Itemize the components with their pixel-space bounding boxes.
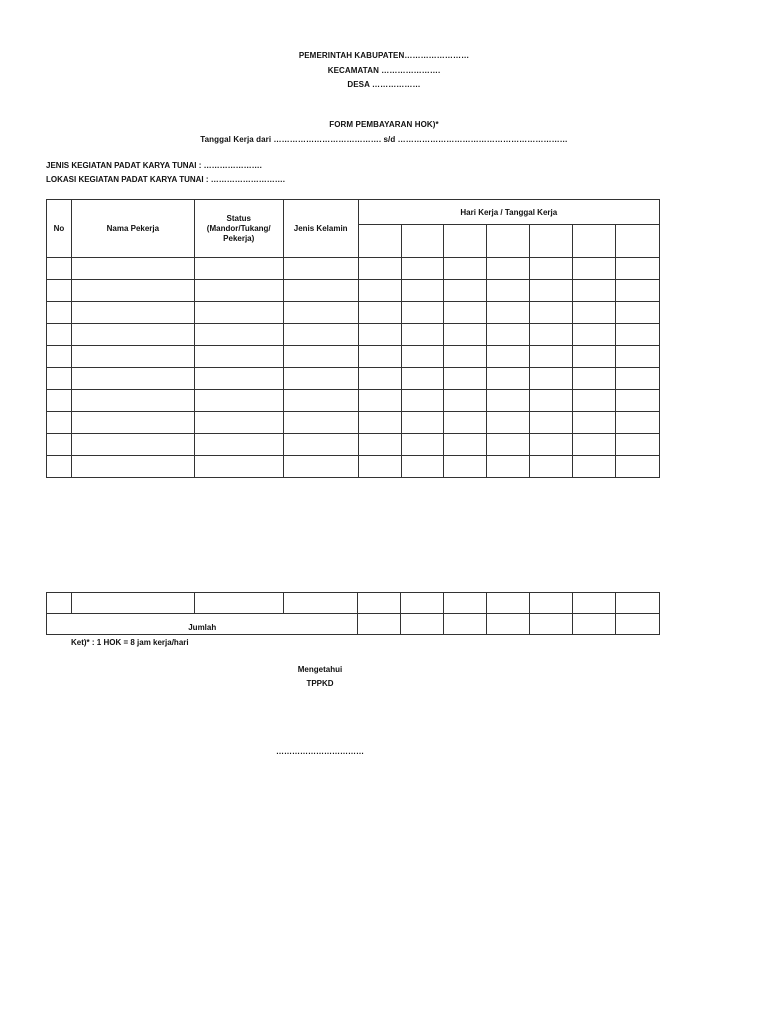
table-cell xyxy=(573,456,616,478)
table-cell xyxy=(283,302,358,324)
table-cell xyxy=(283,368,358,390)
table-cell xyxy=(616,593,660,614)
table-cell xyxy=(47,593,72,614)
day-header-cell xyxy=(358,225,401,258)
header-line-2: KECAMATAN …………………. xyxy=(327,66,441,75)
table-cell xyxy=(194,324,283,346)
table-cell xyxy=(71,434,194,456)
table-cell xyxy=(573,346,616,368)
table-cell xyxy=(487,456,530,478)
table-cell xyxy=(283,412,358,434)
table-cell xyxy=(71,368,194,390)
table-cell xyxy=(616,280,660,302)
table-cell xyxy=(283,346,358,368)
table-cell xyxy=(71,390,194,412)
jumlah-row xyxy=(47,614,660,635)
table-cell xyxy=(47,390,72,412)
table-cell xyxy=(283,280,358,302)
day-header-cell xyxy=(487,225,530,258)
day-header-cell xyxy=(401,225,444,258)
table-cell xyxy=(616,302,660,324)
table-cell xyxy=(358,368,401,390)
table-cell xyxy=(71,412,194,434)
table-cell xyxy=(444,258,487,280)
table-cell xyxy=(444,434,487,456)
table-cell xyxy=(530,346,573,368)
table-cell xyxy=(444,368,487,390)
table-cell xyxy=(444,390,487,412)
table-cell xyxy=(573,368,616,390)
table-cell xyxy=(283,456,358,478)
table-cell xyxy=(616,324,660,346)
table-cell xyxy=(401,280,444,302)
day-header-cell xyxy=(444,225,487,258)
table-cell xyxy=(487,280,530,302)
table-cell xyxy=(444,412,487,434)
table-cell xyxy=(47,302,72,324)
sign-tppkd: TPPKD xyxy=(306,679,334,688)
table-cell xyxy=(71,593,194,614)
table-cell xyxy=(71,456,194,478)
table-row xyxy=(47,258,660,280)
table-cell xyxy=(573,390,616,412)
day-header-cell xyxy=(530,225,573,258)
table-cell xyxy=(283,258,358,280)
jumlah-cell xyxy=(401,614,444,635)
table-cell xyxy=(401,390,444,412)
table-cell xyxy=(47,412,72,434)
table-row xyxy=(47,412,660,434)
table-cell xyxy=(530,434,573,456)
table-cell xyxy=(358,390,401,412)
table-cell xyxy=(194,593,283,614)
col-header-no: No xyxy=(47,200,72,258)
col-header-status: Status (Mandor/Tukang/ Pekerja) xyxy=(194,200,283,258)
table-row xyxy=(47,390,660,412)
sign-mengetahui: Mengetahui xyxy=(297,665,343,674)
table-cell xyxy=(358,412,401,434)
table-row xyxy=(47,346,660,368)
table-cell xyxy=(283,390,358,412)
day-header-cell xyxy=(573,225,616,258)
table-cell xyxy=(530,390,573,412)
table-cell xyxy=(47,368,72,390)
table-cell xyxy=(444,324,487,346)
col-header-jenis-kelamin: Jenis Kelamin xyxy=(283,200,358,258)
table-cell xyxy=(530,593,573,614)
table-cell xyxy=(573,280,616,302)
table-cell xyxy=(194,412,283,434)
col-header-nama: Nama Pekerja xyxy=(71,200,194,258)
table-cell xyxy=(573,412,616,434)
table-cell xyxy=(47,346,72,368)
jumlah-cell xyxy=(487,614,530,635)
table-cell xyxy=(358,593,401,614)
table-cell xyxy=(487,390,530,412)
jumlah-cell xyxy=(573,614,616,635)
header-line-3: DESA ……………… xyxy=(347,80,421,89)
jenis-kegiatan-field: JENIS KEGIATAN PADAT KARYA TUNAI : …………………. xyxy=(46,161,262,170)
jumlah-cell xyxy=(616,614,660,635)
table-cell xyxy=(487,368,530,390)
table-cell xyxy=(487,593,530,614)
table-cell xyxy=(401,434,444,456)
table-cell xyxy=(71,280,194,302)
table-cell xyxy=(401,412,444,434)
jumlah-cell xyxy=(530,614,573,635)
table-cell xyxy=(358,456,401,478)
table-cell xyxy=(71,346,194,368)
table-cell xyxy=(573,434,616,456)
table-cell xyxy=(573,593,616,614)
table-cell xyxy=(194,280,283,302)
table-cell xyxy=(444,593,487,614)
table-row xyxy=(47,324,660,346)
lokasi-kegiatan-field: LOKASI KEGIATAN PADAT KARYA TUNAI : ………………………. xyxy=(46,175,285,184)
table-cell xyxy=(616,456,660,478)
worker-table xyxy=(46,199,660,478)
table-cell xyxy=(444,302,487,324)
table-cell xyxy=(530,302,573,324)
table-cell xyxy=(71,258,194,280)
table-row xyxy=(47,302,660,324)
table-cell xyxy=(530,324,573,346)
table-cell xyxy=(194,434,283,456)
table-cell xyxy=(194,368,283,390)
table-cell xyxy=(401,258,444,280)
signature-name-line: …………………………… xyxy=(276,747,364,756)
col-header-hari-kerja: Hari Kerja / Tanggal Kerja xyxy=(358,200,659,225)
table-cell xyxy=(487,412,530,434)
table-cell xyxy=(573,302,616,324)
table-cell xyxy=(444,456,487,478)
table-cell xyxy=(573,324,616,346)
header-line-1: PEMERINTAH KABUPATEN…………………… xyxy=(298,51,470,60)
note: Ket)* : 1 HOK = 8 jam kerja/hari xyxy=(71,638,189,647)
table-row xyxy=(47,456,660,478)
table-cell xyxy=(444,346,487,368)
jumlah-cell xyxy=(444,614,487,635)
table-cell xyxy=(47,280,72,302)
table-cell xyxy=(358,258,401,280)
total-table xyxy=(46,592,660,635)
table-cell xyxy=(444,280,487,302)
table-cell xyxy=(194,258,283,280)
table-cell xyxy=(487,324,530,346)
table-cell xyxy=(283,593,358,614)
table-cell xyxy=(47,324,72,346)
table-cell xyxy=(401,368,444,390)
table-cell xyxy=(530,280,573,302)
table-cell xyxy=(358,302,401,324)
table-cell xyxy=(283,434,358,456)
day-header-cell xyxy=(616,225,660,258)
table-cell xyxy=(194,302,283,324)
table-row xyxy=(47,593,660,614)
form-title: FORM PEMBAYARAN HOK)* xyxy=(329,120,439,129)
table-cell xyxy=(401,302,444,324)
table-cell xyxy=(530,368,573,390)
table-cell xyxy=(194,456,283,478)
table-cell xyxy=(401,593,444,614)
table-cell xyxy=(487,346,530,368)
table-cell xyxy=(616,258,660,280)
jumlah-label: Jumlah xyxy=(47,614,358,635)
table-cell xyxy=(358,434,401,456)
table-cell xyxy=(47,258,72,280)
table-cell xyxy=(616,434,660,456)
table-row xyxy=(47,280,660,302)
table-cell xyxy=(616,346,660,368)
table-cell xyxy=(358,346,401,368)
table-cell xyxy=(71,324,194,346)
table-cell xyxy=(530,412,573,434)
table-cell xyxy=(358,324,401,346)
table-cell xyxy=(401,324,444,346)
date-range: Tanggal Kerja dari …………………………………. s/d ……………………………………………………… xyxy=(200,135,568,144)
table-cell xyxy=(401,456,444,478)
table-cell xyxy=(487,434,530,456)
table-cell xyxy=(194,390,283,412)
table-cell xyxy=(401,346,444,368)
table-row xyxy=(47,434,660,456)
table-cell xyxy=(487,258,530,280)
table-cell xyxy=(530,456,573,478)
table-cell xyxy=(71,302,194,324)
table-cell xyxy=(194,346,283,368)
table-cell xyxy=(616,412,660,434)
table-cell xyxy=(283,324,358,346)
table-cell xyxy=(487,302,530,324)
table-cell xyxy=(573,258,616,280)
table-cell xyxy=(47,456,72,478)
table-cell xyxy=(616,368,660,390)
table-cell xyxy=(616,390,660,412)
table-row xyxy=(47,368,660,390)
table-cell xyxy=(530,258,573,280)
table-cell xyxy=(47,434,72,456)
table-cell xyxy=(358,280,401,302)
jumlah-cell xyxy=(358,614,401,635)
